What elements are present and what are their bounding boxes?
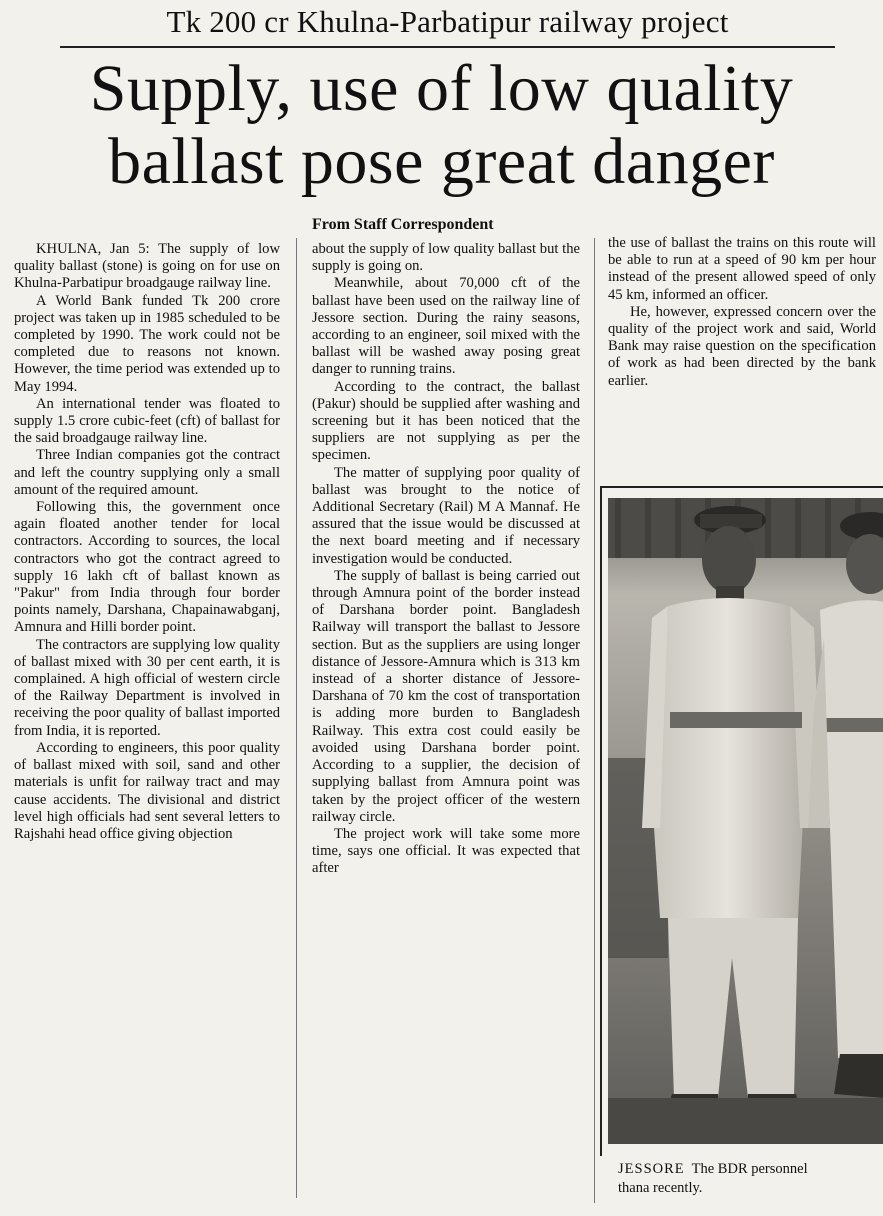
- paragraph: According to engineers, this poor quality of ballast mixed with soil, sand and other materials is unfit for railway tract and may cause accidents. The divisional and district level high officials had sent several letters to Rajshahi head office giving objection: [14, 739, 280, 842]
- paragraph: the use of ballast the trains on this route will be able to run at a speed of 90 km per hour instead of the present allowed speed of only 45 km, informed an officer.: [608, 235, 876, 303]
- paragraph: Following this, the government once again floated another tender for local contractors. According to sources, the local contractors who got the contract agreed to supply 16 lakh cft of ballast known as "Pakur" from India through four border points namely, Darshana, Chapainawabganj, Amnura and Hilli border point.: [14, 499, 280, 636]
- article-column-1: [14, 241, 280, 843]
- paragraph: The project work will take some more time, says one official. It was expected that after: [312, 825, 580, 877]
- paragraph: Meanwhile, about 70,000 cft of the ballast have been used on the railway line of Jessore section. During the rainy seasons, according to an engineer, soil mixed with the ballast will be washed away posing great danger to running trains.: [312, 275, 580, 378]
- main-headline: [0, 52, 883, 198]
- paragraph: The matter of supplying poor quality of ballast was brought to the notice of Additional Secretary (Rail) M A Mannaf. He assured that the issue would be discussed at the next board meeting and if necessary investigation would be conducted.: [312, 464, 580, 567]
- article-column-2: [312, 241, 580, 878]
- paragraph: An international tender was floated to supply 1.5 crore cubic-feet (cft) of ballast for the said broadgauge railway line.: [14, 395, 280, 447]
- bdr-personnel-photo: [608, 498, 883, 1144]
- caption-line-2: thana recently.: [618, 1180, 703, 1196]
- paragraph: about the supply of low quality ballast but the supply is going on.: [312, 241, 580, 275]
- paragraph: A World Bank funded Tk 200 crore project was taken up in 1985 scheduled to be completed by 1990. The work could not be completed due to reasons not known. However, the time period was extended up to May 1994.: [14, 292, 280, 395]
- kicker-rule: [60, 46, 835, 48]
- caption-place: JESSORE: [618, 1161, 685, 1177]
- paragraph: He, however, expressed concern over the quality of the project work and said, World Bank may raise question on the specification of work as had been directed by the bank earlier.: [608, 303, 876, 389]
- caption-text: The BDR personnel: [691, 1161, 808, 1177]
- headline-line-2: ballast pose great danger: [108, 125, 775, 198]
- photo-caption: [618, 1160, 883, 1198]
- paragraph: KHULNA, Jan 5: The supply of low quality ballast (stone) is going on for use on Khulna-Parbatipur broadgauge railway line.: [14, 241, 280, 292]
- paragraph: According to the contract, the ballast (Pakur) should be supplied after washing and screening but it has been noticed that the suppliers are not supplying as per the specimen.: [312, 378, 580, 464]
- column-divider: [296, 238, 297, 1198]
- headline-line-1: Supply, use of low quality: [89, 52, 794, 125]
- photo-illustration: [608, 498, 883, 1144]
- article-column-3: [608, 235, 876, 390]
- photo-frame: [600, 486, 883, 1156]
- paragraph: Three Indian companies got the contract and left the country supplying only a small amount of the required amount.: [14, 447, 280, 498]
- column-divider: [594, 238, 595, 1203]
- paragraph: The contractors are supplying low quality of ballast mixed with 30 per cent earth, it is complained. A high official of western circle of the Railway Department is involved in receiving the poor quality of ballast imported from India, it is reported.: [14, 636, 280, 739]
- kicker-headline: Tk 200 cr Khulna-Parbatipur railway project: [166, 4, 729, 39]
- paragraph: The supply of ballast is being carried out through Amnura point of the border instead of Darshana border point. Bangladesh Railway will transport the ballast to Jessore section. But as the suppliers are using longer distance of Jessore-Amnura which is 313 km instead of a shorter distance of Jessore-Darshana of 70 km the cost of transportation is adding more burden to Bangladesh Railway. This extra cost could easily be avoided using Darshana border point. According to a supplier, the decision of supplying ballast from Amnura point was taken by the project officer of the western railway circle.: [312, 567, 580, 825]
- byline: From Staff Correspondent: [312, 216, 494, 233]
